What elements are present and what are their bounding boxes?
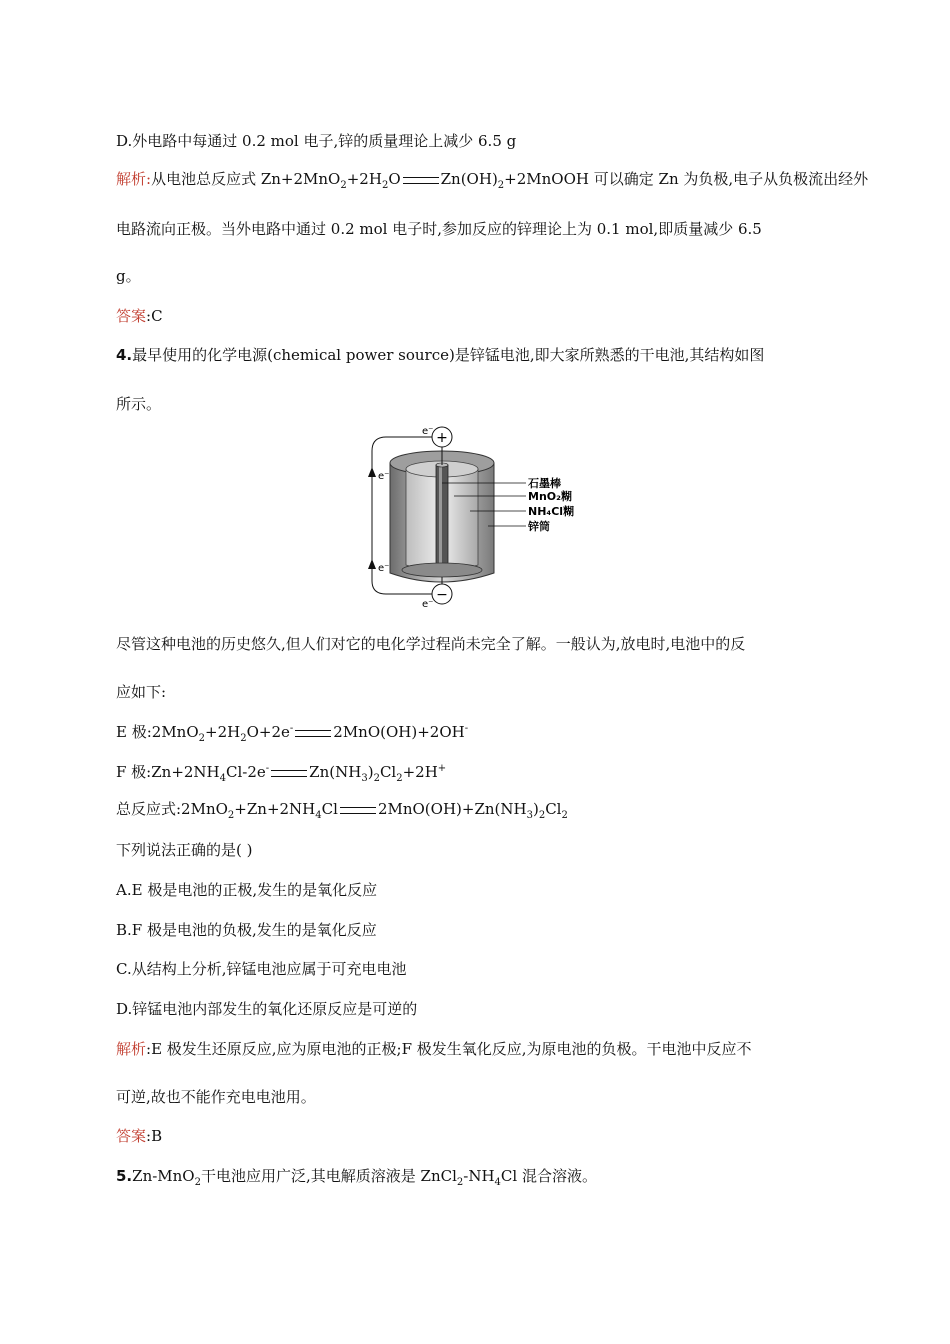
- analysis-colon: :: [146, 170, 152, 188]
- total-equation: [116, 799, 568, 826]
- question-number: 4.: [116, 346, 133, 364]
- analysis-text: +2H: [346, 170, 382, 188]
- equals-sign: [271, 770, 307, 777]
- subscript: 3: [526, 810, 533, 821]
- q4-text-line-1: [116, 634, 745, 654]
- question-stem: -NH: [463, 1167, 495, 1185]
- bottom-plate: [402, 563, 482, 577]
- q4-option-c: [116, 959, 406, 979]
- question-text: 下列说法正确的是( ): [116, 841, 253, 859]
- q4-analysis-line-1: [116, 1039, 752, 1059]
- superscript: -: [464, 723, 469, 734]
- subscript: 4: [219, 773, 227, 784]
- q4-text-line-2: [116, 682, 166, 702]
- q3-analysis-line-1: [116, 169, 868, 196]
- q3-analysis-line-3: [116, 266, 141, 286]
- question-stem: 所示。: [116, 395, 162, 413]
- dry-cell-svg: [366, 425, 586, 610]
- q4-question: [116, 840, 252, 860]
- subscript: 2: [456, 1177, 464, 1188]
- subscript: 3: [361, 773, 368, 784]
- analysis-text: 可逆,故也不能作充电电池用。: [116, 1088, 316, 1106]
- subscript: 2: [340, 180, 347, 191]
- answer-value: :B: [146, 1127, 163, 1145]
- eq-text: Zn(NH: [309, 763, 362, 781]
- equals-sign: [340, 807, 376, 814]
- analysis-text: +2MnOOH 可以确定 Zn 为负极,电子从负极流出经外: [504, 170, 869, 188]
- option-text: A.E 极是电池的正极,发生的是氧化反应: [116, 881, 378, 899]
- minus-sign: −: [436, 587, 448, 603]
- q4-option-b: [116, 920, 377, 940]
- answer-value: :C: [146, 307, 163, 325]
- superscript: -: [265, 763, 270, 774]
- analysis-text: Zn(OH): [440, 170, 498, 188]
- question-stem: Zn-MnO: [132, 1167, 195, 1185]
- analysis-text: g。: [116, 267, 141, 285]
- eq-text: Cl-2e: [226, 763, 266, 781]
- q4-analysis-line-2: [116, 1087, 316, 1107]
- eq-text: 2MnO(OH)+2OH: [333, 723, 465, 741]
- eq-text: +2H: [402, 763, 438, 781]
- arrow-up-icon: [368, 559, 376, 569]
- subscript: 2: [381, 180, 389, 191]
- subscript: 2: [538, 810, 546, 821]
- label-zinc-can: 锌筒: [528, 520, 550, 533]
- question-stem: Cl 混合溶液。: [500, 1167, 597, 1185]
- subscript: 2: [396, 773, 403, 784]
- analysis-text: 电路流向正极。当外电路中通过 0.2 mol 电子时,参加反应的锌理论上为 0.1 mol,即质量减少 6.5: [116, 220, 762, 238]
- subscript: 2: [198, 733, 206, 744]
- subscript: 2: [497, 180, 505, 191]
- question-stem: 干电池应用广泛,其电解质溶液是 ZnCl: [200, 1167, 457, 1185]
- q4-stem-line-2: [116, 394, 161, 414]
- option-text: B.F 极是电池的负极,发生的是氧化反应: [116, 921, 377, 939]
- e-pole-equation: [116, 719, 468, 749]
- subscript: 4: [315, 810, 322, 821]
- label-nh4cl-paste: NH₄Cl糊: [528, 505, 575, 518]
- eq-text: F 极:Zn+2NH: [116, 763, 220, 781]
- subscript: 2: [240, 733, 247, 744]
- equals-sign: [295, 730, 331, 737]
- q5-stem: [116, 1166, 597, 1193]
- label-graphite-rod: 石墨棒: [528, 477, 561, 490]
- body-text: 应如下:: [116, 683, 167, 701]
- f-pole-equation: [116, 759, 446, 789]
- eq-text: Cl: [545, 800, 562, 818]
- question-number: 5.: [116, 1167, 133, 1185]
- q3-answer: [116, 306, 163, 326]
- analysis-text: 从电池总反应式 Zn+2MnO: [151, 170, 341, 188]
- eq-text: E 极:2MnO: [116, 723, 199, 741]
- analysis-text: :E 极发生还原反应,应为原电池的正极;F 极发生氧化反应,为原电池的负极。干电池中反应不: [146, 1040, 752, 1058]
- eq-text: 总反应式:2MnO: [116, 800, 228, 818]
- subscript: 4: [494, 1177, 501, 1188]
- analysis-text: O: [388, 170, 401, 188]
- eq-text: O+2e: [246, 723, 290, 741]
- eq-text: ): [367, 763, 374, 781]
- answer-label: 答案: [116, 1127, 147, 1145]
- q4-stem-line-1: [116, 345, 764, 365]
- arrow-up-icon: [368, 467, 376, 477]
- subscript: 2: [227, 810, 235, 821]
- electron-label: e⁻: [378, 471, 390, 482]
- eq-text: 2MnO(OH)+Zn(NH: [377, 800, 527, 818]
- eq-text: Cl: [321, 800, 338, 818]
- answer-label: 答案: [116, 307, 147, 325]
- q4-answer: [116, 1126, 162, 1146]
- option-text: D.锌锰电池内部发生的氧化还原反应是可逆的: [116, 1000, 418, 1018]
- option-text: C.从结构上分析,锌锰电池应属于可充电电池: [116, 960, 407, 978]
- q3-analysis-line-2: [116, 219, 762, 239]
- electron-label: e⁻: [422, 426, 434, 437]
- option-text: D.外电路中每通过 0.2 mol 电子,锌的质量理论上减少 6.5 g: [116, 132, 517, 150]
- analysis-label: 解析: [116, 1040, 147, 1058]
- eq-text: +2H: [205, 723, 241, 741]
- analysis-label: 解析: [116, 170, 147, 188]
- q4-option-d: [116, 999, 417, 1019]
- subscript: 2: [373, 773, 380, 784]
- question-stem: 最早使用的化学电源(chemical power source)是锌锰电池,即大家所熟悉的干电池,其结构如图: [132, 346, 765, 364]
- body-text: 尽管这种电池的历史悠久,但人们对它的电化学过程尚未完全了解。一般认为,放电时,电池中的反: [116, 635, 746, 653]
- eq-text: +Zn+2NH: [234, 800, 316, 818]
- eq-text: Cl: [379, 763, 397, 781]
- graphite-highlight: [439, 465, 442, 565]
- superscript: -: [289, 723, 294, 734]
- subscript: 2: [194, 1177, 201, 1188]
- electron-label: e⁻: [378, 563, 390, 574]
- superscript: +: [437, 763, 447, 774]
- electron-label: e⁻: [422, 599, 434, 610]
- q3-option-d: [116, 131, 516, 151]
- plus-sign: +: [436, 430, 448, 446]
- eq-text: ): [532, 800, 539, 818]
- q4-option-a: [116, 880, 377, 900]
- label-mno2-paste: MnO₂糊: [528, 490, 572, 503]
- equals-sign: [403, 177, 439, 184]
- dry-cell-diagram: [366, 425, 586, 610]
- subscript: 2: [561, 810, 568, 821]
